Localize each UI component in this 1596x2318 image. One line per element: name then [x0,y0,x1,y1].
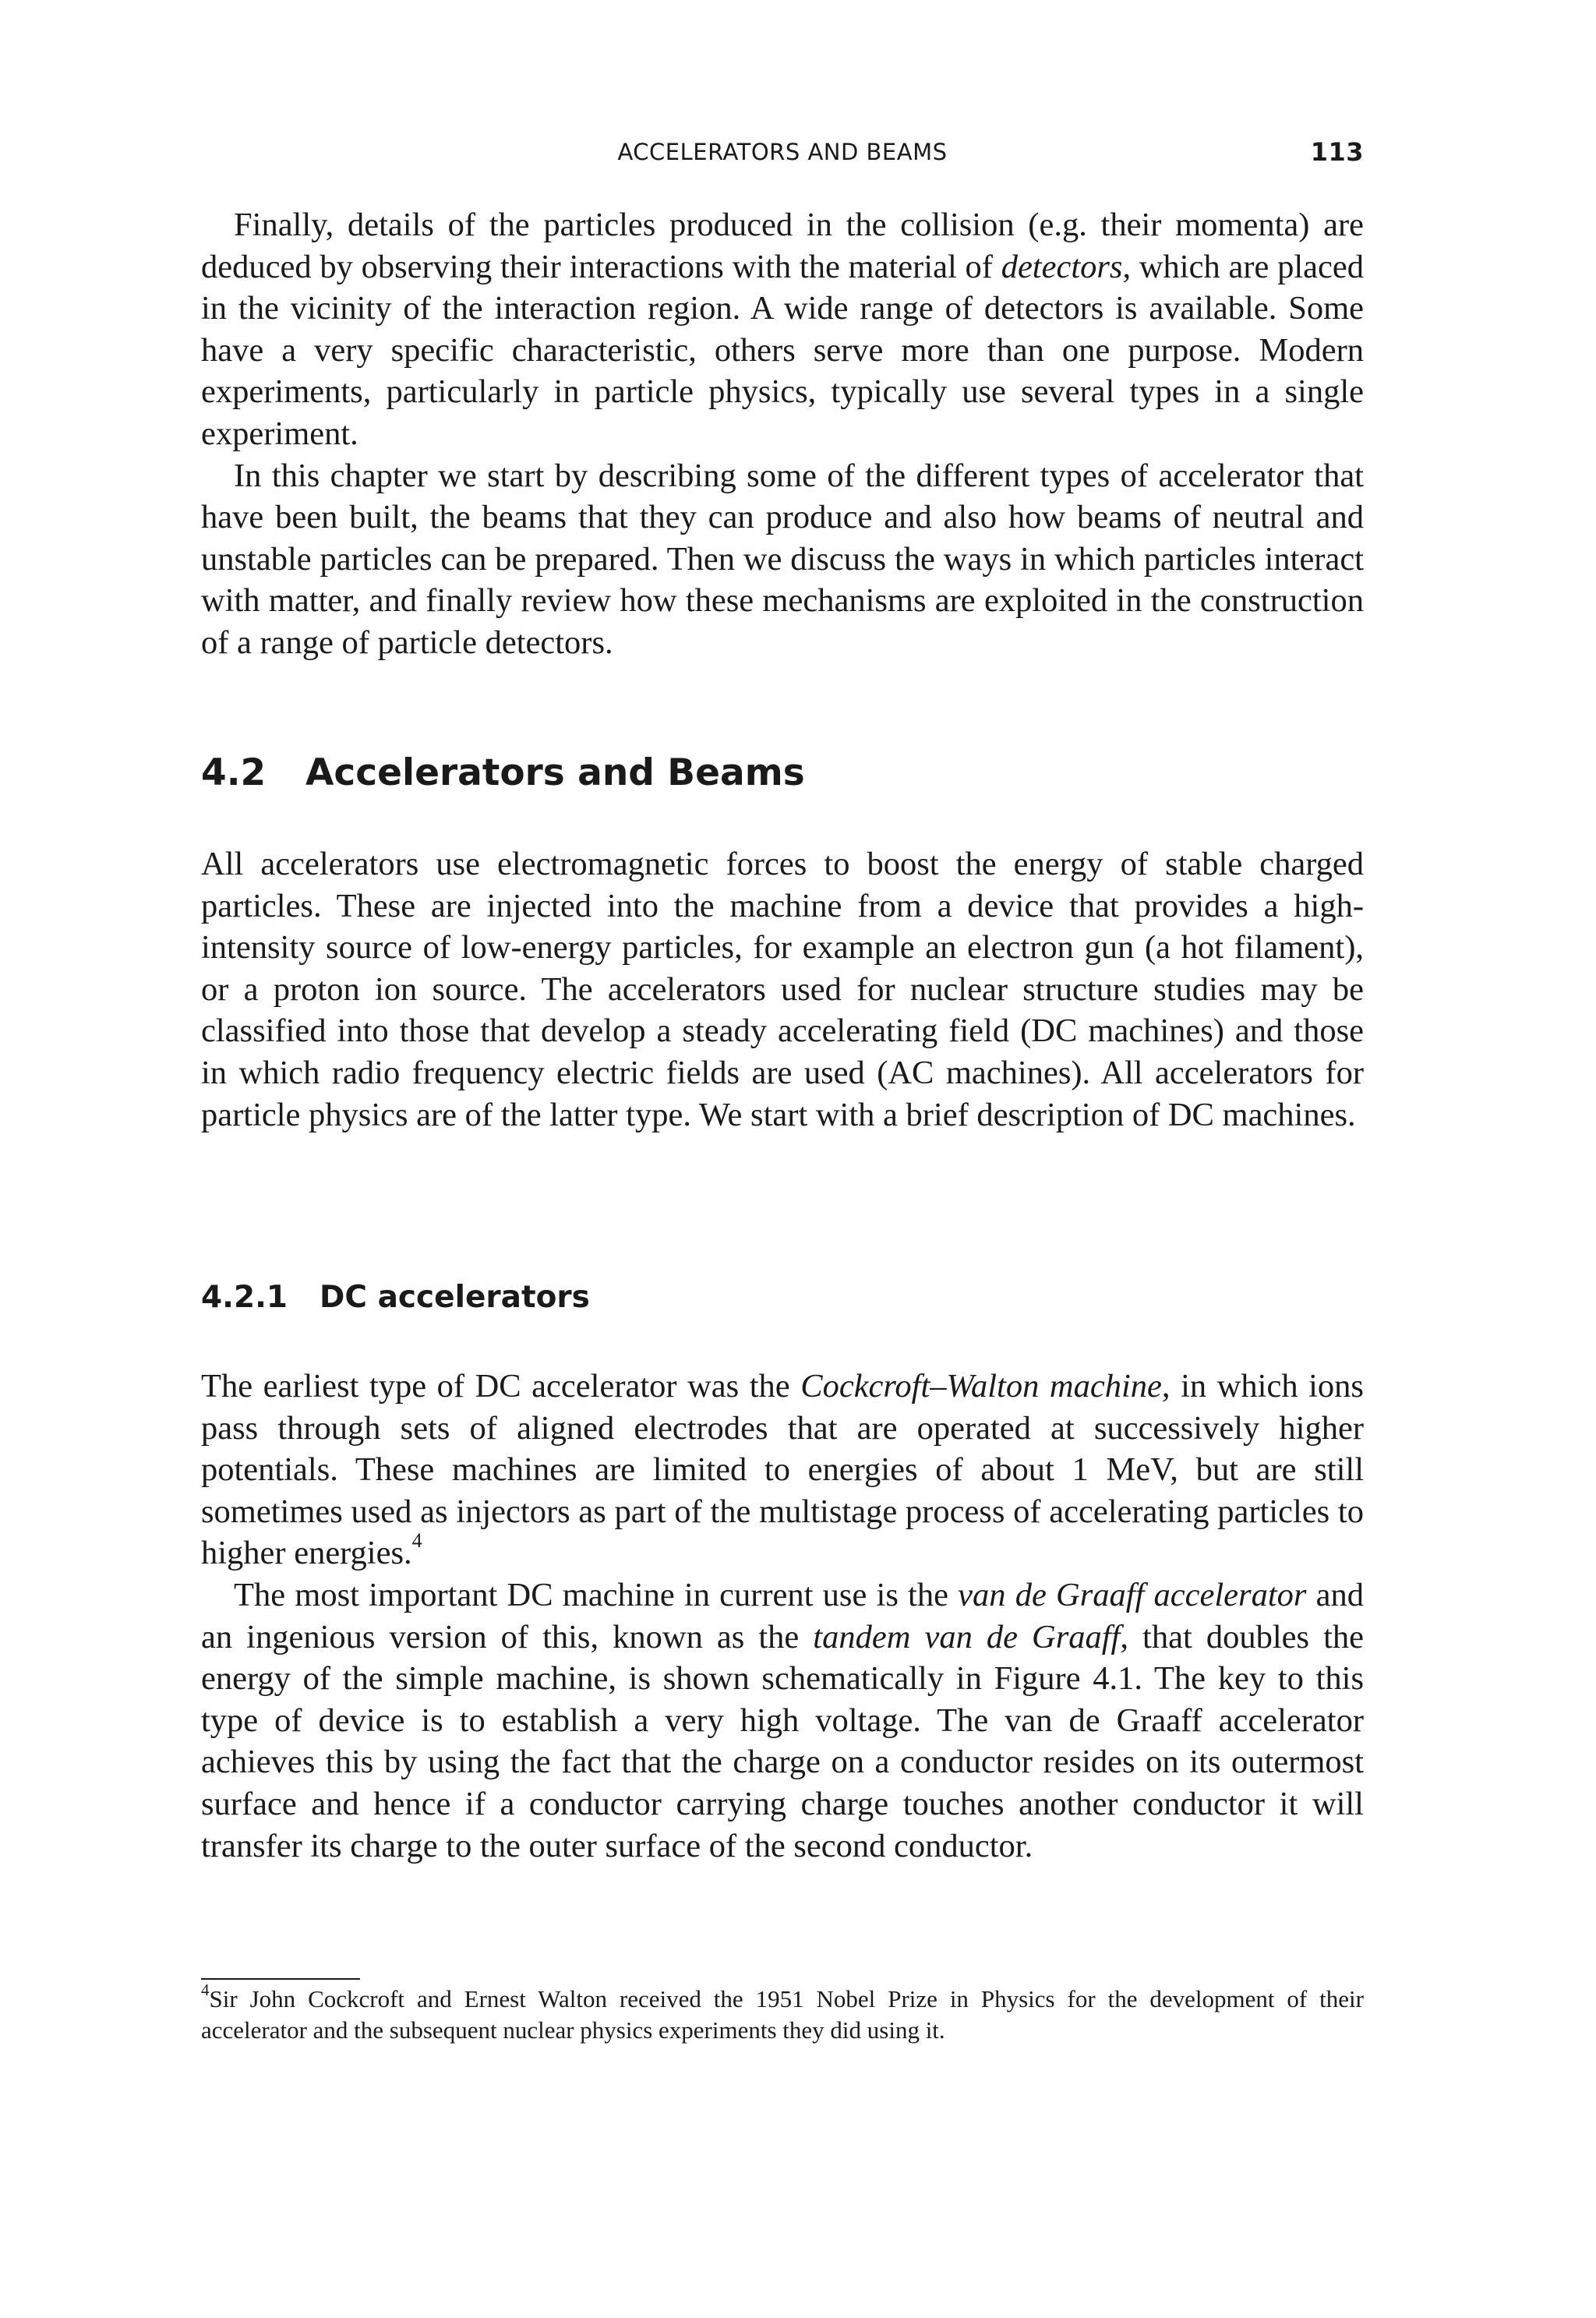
subsection-p2-text-c: , that doubles the energy of the simple machine, is shown schematically in Figure 4.1. The key to this type of device is to establish a very high voltage. The van de Graaff accelerator achieves this by using the fact that the charge on a conductor resides on its outermost surface and hence if a conductor carrying charge touches another conductor it will transfer its charge to the outer surface of the second conductor. [201,1618,1364,1864]
subsection-p1-text-a: The earliest type of DC accelerator was the [201,1368,801,1405]
running-head-title: ACCELERATORS AND BEAMS [617,139,948,165]
subsection-paragraph-2 [201,1574,1364,1867]
subsection-paragraph-1 [201,1366,1364,1574]
footnote-text: Sir John Cockcroft and Ernest Walton received the 1951 Nobel Prize in Physics for the development of their accelerator and the subsequent nuclear physics experiments they did using it. [201,1985,1364,2044]
running-head [201,133,1364,176]
section-heading [201,751,805,794]
subsection-p2-text-b: and an ingenious version of this, known as the [201,1576,1364,1655]
intro-p1-text-b: , which are placed in the vicinity of the interaction region. A wide range of detectors is available. Some have a very specific characteristic, others serve more than one purpose. Modern experiments, particularly in particle physics, typically use several types in a single experiment. [201,248,1364,452]
section-text [201,843,1364,1136]
subsection-p2-text-a: The most important DC machine in current use is the [234,1576,959,1613]
footnote [201,1980,1364,2046]
subsection-p2-emphasis-2: tandem van de Graaff [813,1618,1121,1655]
intro-paragraph-1 [201,204,1364,455]
subsection-title: DC accelerators [320,1280,590,1315]
intro-text [201,204,1364,664]
intro-paragraph-2: In this chapter we start by describing some of the different types of accelerator that have been built, the beams that they can produce and also how beams of neutral and unstable particles can be prepared. Then we discuss the ways in which particles interact with matter, and finally review how these mechanisms are exploited in the construction of a range of particle detectors. [201,457,1364,661]
section-number: 4.2 [201,751,267,794]
subsection-heading [201,1280,590,1315]
book-page [201,133,1364,2044]
subsection-p1-text-b: , in which ions pass through sets of aligned electrodes that are operated at successively higher potentials. These machines are limited to energies of about 1 MeV, but are still sometimes used as injectors as part of the multistage process of accelerating particles to higher energies. [201,1368,1364,1572]
section-title: Accelerators and Beams [305,751,805,794]
intro-p1-text-a: Finally, details of the particles produced in the collision (e.g. their momenta) are deduced by observing their interactions with the material of [201,207,1364,285]
intro-p1-emphasis: detectors [1001,248,1123,285]
footnote-reference: 4 [411,1529,422,1553]
footnote-rule [201,1978,360,1980]
subsection-text [201,1366,1364,1867]
subsection-p2-emphasis-1: van de Graaff accelerator [958,1576,1307,1613]
subsection-number: 4.2.1 [201,1280,288,1315]
page-number: 113 [1310,137,1364,167]
section-paragraph-1: All accelerators use electromagnetic forces to boost the energy of stable charged particles. These are injected into the machine from a device that provides a high-intensity source of low-energy particles, for example an electron gun (a hot filament), or a proton ion source. The accelerators used for nuclear structure studies may be classified into those that develop a steady accelerating field (DC machines) and those in which radio frequency electric fields are used (AC machines). All accelerators for particle physics are of the latter type. We start with a brief description of DC machines. [201,846,1364,1133]
footnote-marker: 4 [201,1980,210,1999]
subsection-p1-emphasis: Cockcroft–Walton machine [800,1368,1162,1405]
